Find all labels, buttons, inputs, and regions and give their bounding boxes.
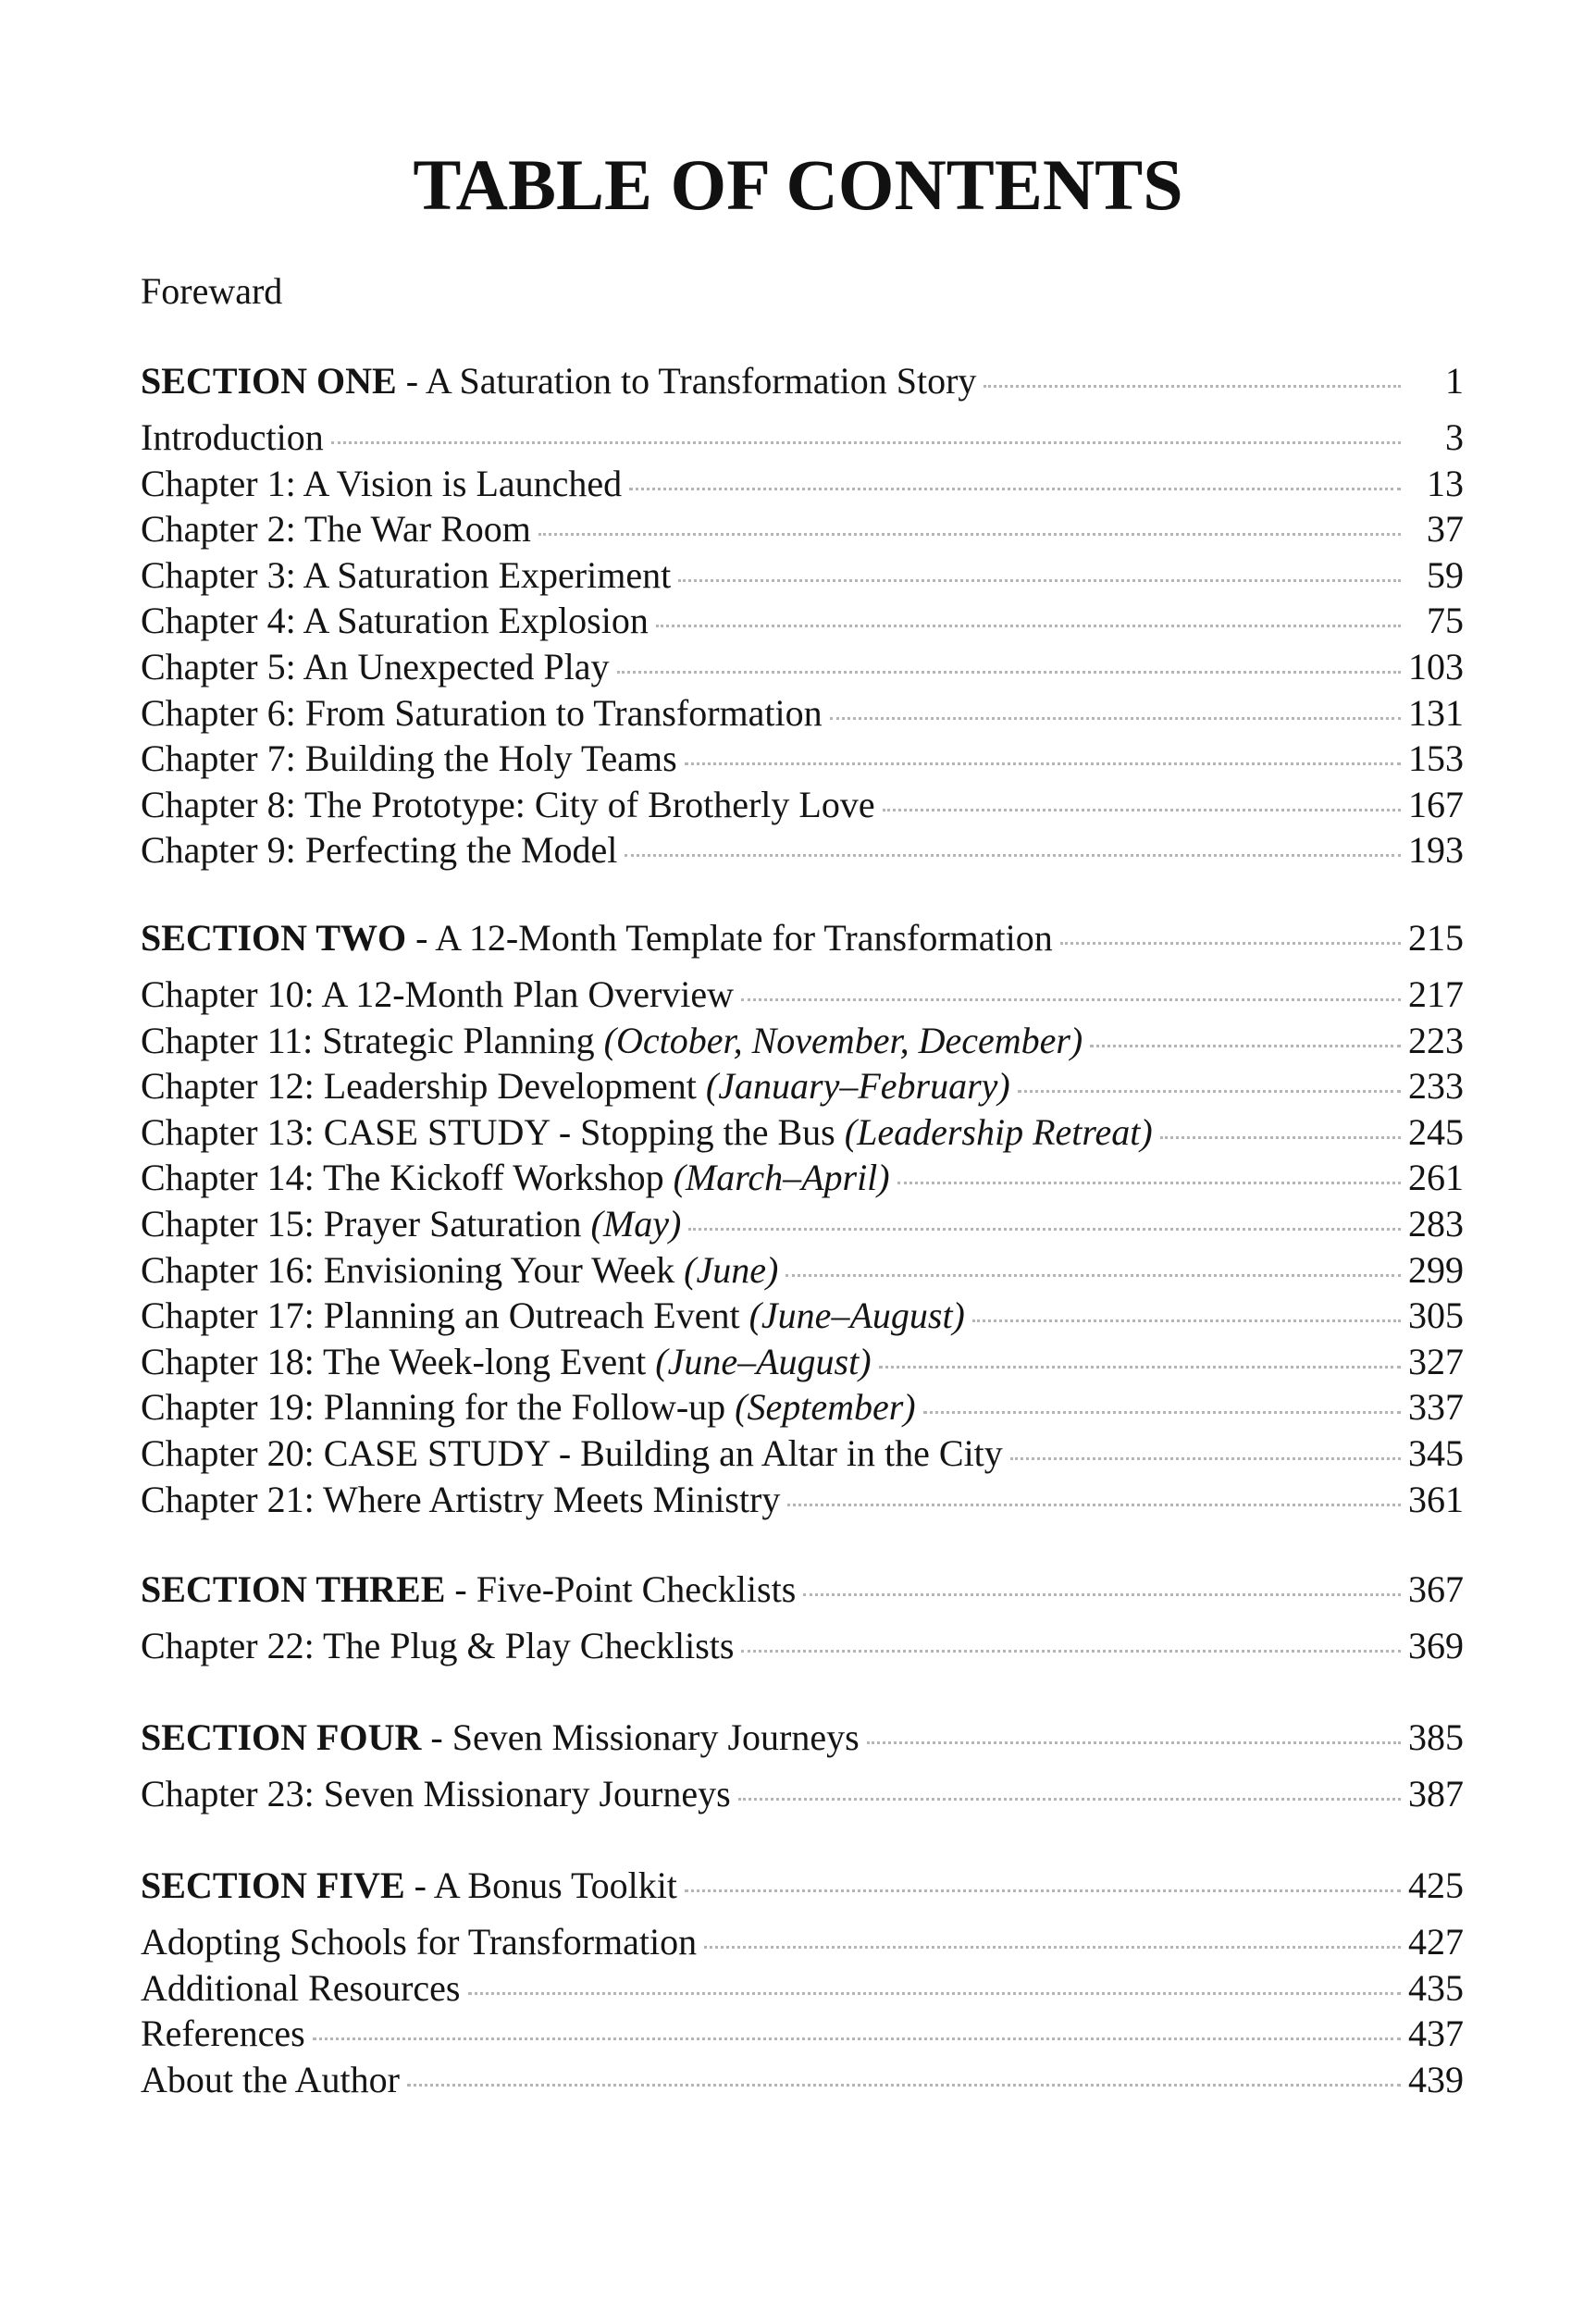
entry-title-text: Chapter 1: A Vision is Launched bbox=[141, 462, 623, 504]
page-number: 217 bbox=[1408, 973, 1464, 1015]
entry-title bbox=[141, 782, 875, 828]
entry-title bbox=[141, 1384, 916, 1430]
page-number: 425 bbox=[1408, 1864, 1464, 1906]
page-number: 327 bbox=[1408, 1340, 1464, 1382]
section-heading bbox=[141, 358, 976, 404]
toc-entry-row[interactable] bbox=[141, 1339, 1464, 1385]
section-heading-row[interactable] bbox=[141, 358, 1464, 415]
toc-entry-row[interactable] bbox=[141, 415, 1464, 461]
entry-title bbox=[141, 690, 823, 737]
entry-title bbox=[141, 644, 610, 690]
entry-title-text: Chapter 15: Prayer Saturation bbox=[141, 1202, 591, 1245]
page-number: 283 bbox=[1408, 1202, 1464, 1245]
toc-entry-row[interactable] bbox=[141, 644, 1464, 690]
page-number: 103 bbox=[1408, 645, 1464, 687]
toc-entry-row[interactable] bbox=[141, 552, 1464, 599]
entry-title bbox=[141, 1247, 778, 1294]
toc-section-two bbox=[141, 915, 1464, 1522]
entry-title bbox=[141, 1919, 697, 1965]
toc-section-three bbox=[141, 1567, 1464, 1669]
toc-entry-row[interactable] bbox=[141, 1623, 1464, 1669]
entry-title-text: Chapter 11: Strategic Planning bbox=[141, 1019, 604, 1061]
entry-title-text: Chapter 21: Where Artistry Meets Ministry bbox=[141, 1478, 781, 1520]
entry-title-text: Chapter 14: The Kickoff Workshop bbox=[141, 1157, 674, 1199]
entry-title-note: (September) bbox=[735, 1386, 916, 1429]
page-number: 385 bbox=[1408, 1716, 1464, 1758]
entry-title-note: (October, November, December) bbox=[603, 1019, 1083, 1061]
entry-title bbox=[141, 1018, 1083, 1064]
entry-title bbox=[141, 1623, 734, 1669]
page-number: 167 bbox=[1408, 783, 1464, 825]
dot-leader bbox=[468, 1992, 1402, 1995]
section-heading-title: - A 12-Month Template for Transformation bbox=[406, 917, 1053, 959]
entry-title bbox=[141, 1155, 890, 1201]
dot-leader bbox=[830, 717, 1401, 720]
page-number: 1 bbox=[1445, 360, 1464, 402]
entry-title bbox=[141, 1477, 780, 1523]
section-heading-title: - Five-Point Checklists bbox=[445, 1568, 797, 1610]
entry-title bbox=[141, 1109, 1153, 1156]
entry-title-text: Chapter 5: An Unexpected Play bbox=[141, 645, 610, 687]
dot-leader bbox=[879, 1366, 1401, 1369]
toc-section-one bbox=[141, 358, 1464, 873]
section-heading bbox=[141, 1567, 796, 1613]
page-number: 153 bbox=[1408, 737, 1464, 780]
section-heading-row[interactable] bbox=[141, 915, 1464, 972]
dot-leader bbox=[787, 1504, 1401, 1506]
section-heading-row[interactable] bbox=[141, 1715, 1464, 1771]
dot-leader bbox=[617, 671, 1401, 674]
entry-title-text: Chapter 6: From Saturation to Transformation bbox=[141, 691, 823, 734]
page-number: 369 bbox=[1408, 1625, 1464, 1666]
entry-title-text: Chapter 3: A Saturation Experiment bbox=[141, 553, 672, 596]
toc-entry-row[interactable] bbox=[141, 1771, 1464, 1817]
entry-title bbox=[141, 2011, 305, 2057]
page-number: 59 bbox=[1427, 553, 1464, 596]
page-number: 13 bbox=[1427, 462, 1464, 504]
toc-entry-row[interactable] bbox=[141, 461, 1464, 507]
page-number: 305 bbox=[1408, 1294, 1464, 1337]
dot-leader bbox=[1160, 1136, 1401, 1139]
dot-leader bbox=[625, 854, 1401, 857]
section-heading bbox=[141, 1863, 677, 1909]
section-heading bbox=[141, 1715, 860, 1761]
entry-title-note: (June–August) bbox=[749, 1294, 965, 1337]
page-number: 345 bbox=[1408, 1431, 1464, 1474]
entry-title-text: Chapter 23: Seven Missionary Journeys bbox=[141, 1773, 731, 1814]
dot-leader bbox=[331, 441, 1401, 444]
toc-entry-row[interactable] bbox=[141, 1384, 1464, 1430]
dot-leader bbox=[1090, 1045, 1401, 1047]
entry-title bbox=[141, 736, 677, 782]
entry-title bbox=[141, 1430, 1003, 1477]
entry-title bbox=[141, 598, 649, 644]
dot-leader bbox=[984, 385, 1401, 388]
foreword-entry: Foreward bbox=[141, 270, 283, 312]
entry-title-text: Adopting Schools for Transformation bbox=[141, 1921, 698, 1963]
dot-leader bbox=[629, 488, 1401, 490]
entry-title-text: Chapter 18: The Week-long Event bbox=[141, 1340, 656, 1382]
section-heading-bold: SECTION FIVE bbox=[141, 1864, 405, 1906]
entry-title-note: (June–August) bbox=[655, 1340, 872, 1382]
dot-leader bbox=[738, 1798, 1401, 1801]
toc-entry-row[interactable] bbox=[141, 2011, 1464, 2057]
page-number: 337 bbox=[1408, 1386, 1464, 1429]
toc-entry-row[interactable] bbox=[141, 1063, 1464, 1109]
section-heading-bold: SECTION THREE bbox=[141, 1568, 446, 1610]
dot-leader bbox=[704, 1946, 1401, 1949]
section-heading-title: - A Bonus Toolkit bbox=[404, 1864, 677, 1906]
dot-leader bbox=[803, 1593, 1401, 1596]
page-number: 37 bbox=[1427, 508, 1464, 551]
page-title: TABLE OF CONTENTS bbox=[413, 144, 1183, 225]
entry-title bbox=[141, 1201, 681, 1247]
entry-title bbox=[141, 1293, 965, 1339]
page-number: 299 bbox=[1408, 1248, 1464, 1291]
page-number: 131 bbox=[1408, 691, 1464, 734]
toc-entry-row[interactable] bbox=[141, 782, 1464, 828]
toc-entry-row[interactable] bbox=[141, 972, 1464, 1018]
entry-title bbox=[141, 552, 671, 599]
dot-leader bbox=[741, 1650, 1401, 1653]
entry-title bbox=[141, 415, 324, 461]
toc-entry-row[interactable] bbox=[141, 1965, 1464, 2012]
entry-title-note: (Leadership Retreat) bbox=[844, 1110, 1153, 1153]
dot-leader bbox=[972, 1319, 1401, 1322]
entry-title bbox=[141, 1339, 872, 1385]
entry-title-note: (May) bbox=[590, 1202, 682, 1245]
toc-entry-row[interactable] bbox=[141, 690, 1464, 737]
entry-title-text: Chapter 9: Perfecting the Model bbox=[141, 829, 618, 872]
entry-title-note: (March–April) bbox=[673, 1157, 890, 1199]
section-heading-bold: SECTION FOUR bbox=[141, 1716, 422, 1758]
page-number: 361 bbox=[1408, 1478, 1464, 1520]
page-number: 193 bbox=[1408, 829, 1464, 872]
entry-title-text: Chapter 8: The Prototype: City of Brotherly Love bbox=[141, 783, 875, 825]
section-heading-title: - A Saturation to Transformation Story bbox=[396, 360, 977, 402]
entry-title bbox=[141, 461, 622, 507]
entry-title-text: Chapter 19: Planning for the Follow-up bbox=[141, 1386, 736, 1429]
toc-entry-row[interactable] bbox=[141, 1919, 1464, 1965]
entry-title-text: Chapter 12: Leadership Development bbox=[141, 1065, 706, 1108]
dot-leader bbox=[1010, 1457, 1401, 1460]
entry-title bbox=[141, 1063, 1010, 1109]
dot-leader bbox=[678, 579, 1401, 582]
dot-leader bbox=[1060, 942, 1401, 945]
page-number: 3 bbox=[1445, 416, 1464, 458]
page-number: 261 bbox=[1408, 1157, 1464, 1199]
toc-entry-row[interactable] bbox=[141, 1477, 1464, 1523]
toc-entry-row[interactable] bbox=[141, 1201, 1464, 1247]
page-number: 427 bbox=[1408, 1921, 1464, 1963]
entry-title-note: (June) bbox=[684, 1248, 779, 1291]
entry-title bbox=[141, 972, 734, 1018]
toc-entry-row[interactable] bbox=[141, 1155, 1464, 1201]
section-heading-row[interactable] bbox=[141, 1567, 1464, 1623]
section-heading-title: - Seven Missionary Journeys bbox=[421, 1716, 860, 1758]
page-number: 387 bbox=[1408, 1773, 1464, 1814]
toc-section-four bbox=[141, 1715, 1464, 1817]
toc-entry-row[interactable] bbox=[141, 827, 1464, 873]
entry-title-text: References bbox=[141, 2013, 305, 2055]
page-number: 437 bbox=[1408, 2013, 1464, 2055]
toc-entry-row[interactable] bbox=[141, 1430, 1464, 1477]
entry-title-text: Chapter 2: The War Room bbox=[141, 508, 531, 551]
dot-leader bbox=[897, 1182, 1401, 1184]
dot-leader bbox=[741, 998, 1401, 1001]
dot-leader bbox=[786, 1274, 1401, 1277]
toc-entry-row[interactable] bbox=[141, 1247, 1464, 1294]
entry-title-text: Chapter 16: Envisioning Your Week bbox=[141, 1248, 685, 1291]
entry-title bbox=[141, 827, 617, 873]
dot-leader bbox=[313, 2037, 1401, 2040]
toc-entry-row[interactable] bbox=[141, 506, 1464, 552]
page-number: 435 bbox=[1408, 1966, 1464, 2009]
page-number: 439 bbox=[1408, 2058, 1464, 2100]
section-heading-row[interactable] bbox=[141, 1863, 1464, 1919]
dot-leader bbox=[656, 625, 1401, 627]
entry-title-text: Chapter 17: Planning an Outreach Event bbox=[141, 1294, 749, 1337]
section-heading bbox=[141, 915, 1053, 961]
dot-leader bbox=[1018, 1090, 1401, 1093]
page-number: 75 bbox=[1427, 600, 1464, 642]
entry-title-text: Introduction bbox=[141, 416, 324, 458]
page-number: 223 bbox=[1408, 1019, 1464, 1061]
dot-leader bbox=[685, 1889, 1401, 1892]
entry-title-text: Chapter 20: CASE STUDY - Building an Altar in the City bbox=[141, 1431, 1003, 1474]
dot-leader bbox=[883, 809, 1401, 811]
toc-entry-row[interactable] bbox=[141, 1018, 1464, 1064]
toc-entry-row[interactable] bbox=[141, 736, 1464, 782]
toc-entry-row[interactable] bbox=[141, 1109, 1464, 1156]
dot-leader bbox=[685, 762, 1401, 765]
entry-title-note: (January–February) bbox=[705, 1065, 1010, 1108]
entry-title bbox=[141, 2057, 400, 2103]
toc-entry-row[interactable] bbox=[141, 1293, 1464, 1339]
toc-entry-row[interactable] bbox=[141, 2057, 1464, 2103]
entry-title-text: Chapter 4: A Saturation Explosion bbox=[141, 600, 649, 642]
page-number: 233 bbox=[1408, 1065, 1464, 1108]
section-heading-bold: SECTION TWO bbox=[141, 917, 407, 959]
entry-title bbox=[141, 1771, 731, 1817]
toc-section-five bbox=[141, 1863, 1464, 2102]
entry-title-text: Chapter 10: A 12-Month Plan Overview bbox=[141, 973, 735, 1015]
page-number: 367 bbox=[1408, 1568, 1464, 1610]
dot-leader bbox=[923, 1411, 1401, 1414]
entry-title-text: Additional Resources bbox=[141, 1966, 461, 2009]
section-heading-bold: SECTION ONE bbox=[141, 360, 397, 402]
entry-title bbox=[141, 506, 531, 552]
entry-title bbox=[141, 1965, 461, 2012]
toc-entry-row[interactable] bbox=[141, 598, 1464, 644]
entry-title-text: Chapter 22: The Plug & Play Checklists bbox=[141, 1625, 735, 1666]
page-number: 245 bbox=[1408, 1110, 1464, 1153]
entry-title-text: Chapter 13: CASE STUDY - Stopping the Bus bbox=[141, 1110, 845, 1153]
dot-leader bbox=[867, 1741, 1401, 1744]
entry-title-text: Chapter 7: Building the Holy Teams bbox=[141, 737, 677, 780]
dot-leader bbox=[688, 1228, 1401, 1231]
dot-leader bbox=[407, 2084, 1401, 2087]
entry-title-text: About the Author bbox=[141, 2058, 400, 2100]
dot-leader bbox=[538, 533, 1401, 536]
page-number: 215 bbox=[1408, 917, 1464, 959]
